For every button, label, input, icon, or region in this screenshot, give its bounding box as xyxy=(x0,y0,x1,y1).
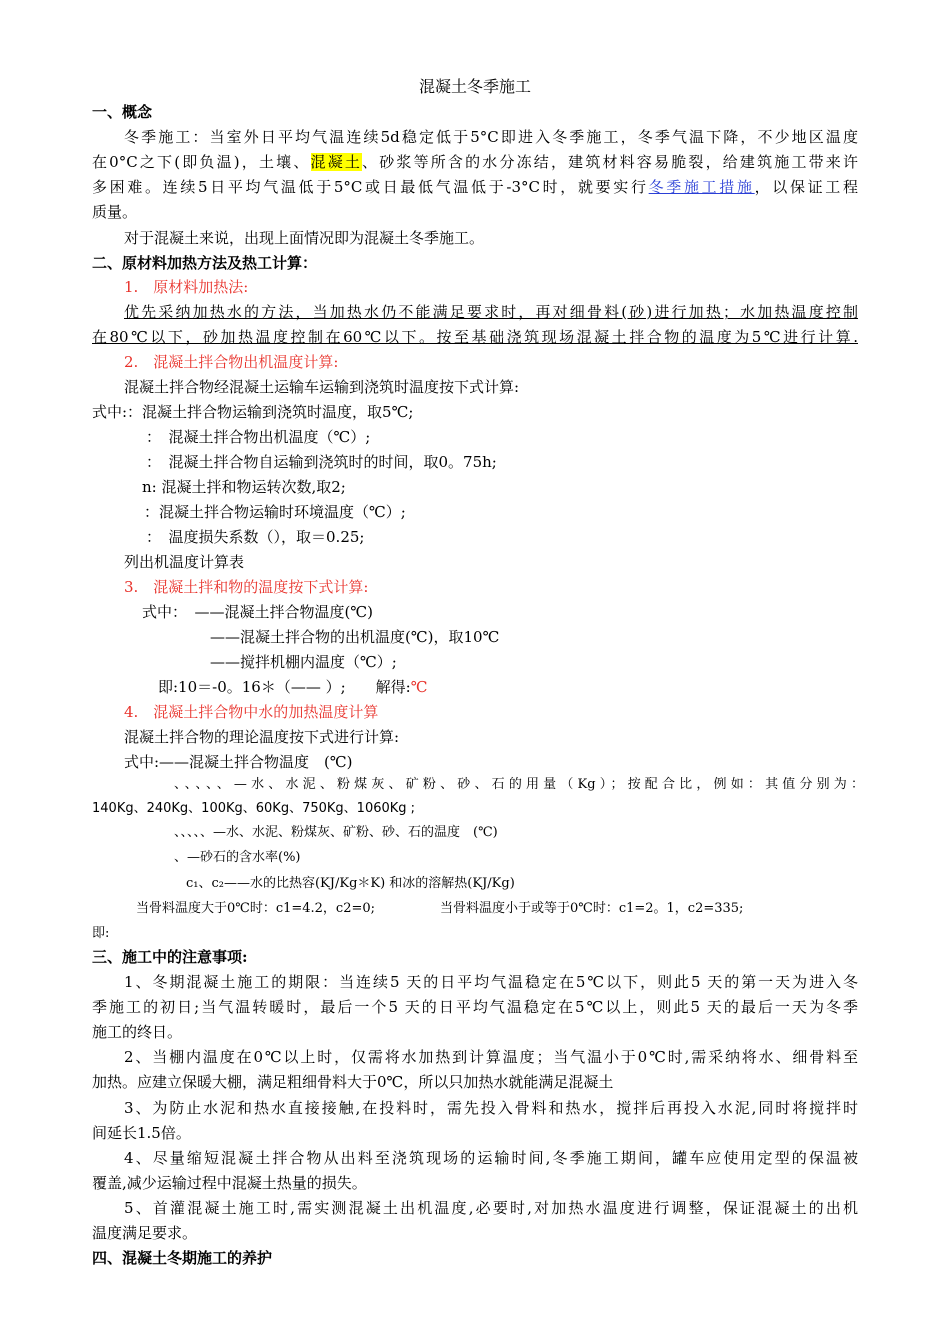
heating-paragraph-line: 在80℃以下，砂加热温度控制在60℃以下。按至基础浇筑现场混凝土拌合物的温度为5℃进行计算. xyxy=(92,328,858,346)
aggregate-temp-condition: 当骨料温度大于0℃时：c1=4.2，c2=0; xyxy=(136,901,376,916)
concept-paragraph: 对于混凝土来说，出现上面情况即为混凝土冬季施工。 xyxy=(124,229,485,247)
formula-where-line: ：混凝土拌合物运输时环境温度（℃）; xyxy=(144,503,406,521)
exit-temp-intro: 混凝土拌合物经混凝土运输车运输到浇筑时温度按下式计算: xyxy=(124,378,520,396)
text-run: 多困难。连续5日平均气温低于5°C或日最低气温低于-3°C时，就要实行 xyxy=(92,178,649,196)
concept-paragraph-line: 质量。 xyxy=(92,203,138,221)
formula-where-line: 、—砂石的含水率(%) xyxy=(174,850,301,865)
precaution-line: 覆盖,减少运输过程中混凝土热量的损失。 xyxy=(92,1174,367,1192)
formula-where-line: ： 混凝土拌合物自运输到浇筑时的时间，取0。75h; xyxy=(146,453,497,471)
precaution-line: 1、冬期混凝土施工的期限：当连续5 天的日平均气温稳定在5℃以下，则此5 天的第一天为进入冬 xyxy=(124,973,858,991)
formula-where-line: ： 温度损失系数（），取＝0.25; xyxy=(146,528,365,546)
subsection-title-water-heating: 4. 混凝土拌合物中水的加热温度计算 xyxy=(124,703,379,721)
section-heading-materials: 二、原材料加热方法及热工计算： xyxy=(92,254,318,272)
water-heating-intro: 混凝土拌合物的理论温度按下式进行计算: xyxy=(124,728,400,746)
formula-where-line: ： 混凝土拌合物出机温度（℃）; xyxy=(146,428,371,446)
formula-where-line: 式中:：混凝土拌合物运输到浇筑时温度，取5℃; xyxy=(92,403,414,421)
precaution-line: 4、尽量缩短混凝土拌合物从出料至浇筑现场的运输时间,冬季施工期间，罐车应使用定型的保温被 xyxy=(124,1149,858,1167)
formula-where-line: 式中： ——混凝土拌合物温度(℃) xyxy=(142,603,373,621)
concept-paragraph-line xyxy=(92,151,858,173)
section-heading-curing: 四、混凝土冬期施工的养护 xyxy=(92,1249,273,1267)
precaution-line: 温度满足要求。 xyxy=(92,1224,198,1242)
formula-where-line: 式中:——混凝土拌合物温度 (℃) xyxy=(124,753,353,771)
highlighted-term: 混凝土 xyxy=(310,153,363,171)
mix-temp-equation xyxy=(158,676,428,698)
formula-where-line: ——混凝土拌合物的出机温度(℃)，取10℃ xyxy=(210,628,500,646)
precaution-line: 季施工的初日;当气温转暖时，最后一个5 天的日平均气温稳定在5℃以上，则此5 天的最后一天为冬季 xyxy=(92,998,858,1016)
precaution-line: 2、当棚内温度在0℃以上时，仅需将水加热到计算温度；当气温小于0℃时,需采纳将水、细骨料至 xyxy=(124,1048,858,1066)
concept-paragraph-line xyxy=(92,176,858,198)
section-heading-precautions: 三、施工中的注意事项: xyxy=(92,948,248,966)
doc-title: 混凝土冬季施工 xyxy=(418,77,531,96)
formula-where-line: 、、、、、—水、水泥、粉煤灰、矿粉、砂、石的用量（Kg）；按配合比，例如：其值分别为： xyxy=(174,777,864,792)
subsection-title-heating: 1. 原材料加热法: xyxy=(124,278,249,296)
aggregate-temp-condition: 当骨料温度小于或等于0℃时：c1=2。1，c2=335; xyxy=(440,901,744,916)
formula-where-line: 即: xyxy=(92,926,110,941)
text-run: 在0°C之下(即负温)，土壤、 xyxy=(92,153,311,171)
formula-where-line: 、、、、、—水、水泥、粉煤灰、矿粉、砂、石的温度 (℃) xyxy=(174,825,498,840)
formula-where-line: 140Kg、240Kg、100Kg、60Kg、750Kg、1060Kg ; xyxy=(92,801,416,816)
precaution-line: 3、为防止水泥和热水直接接触,在投料时，需先投入骨料和热水，搅拌后再投入水泥,同时将搅拌时 xyxy=(124,1099,858,1117)
formula-where-line: ——搅拌机棚内温度（℃）; xyxy=(210,653,397,671)
precaution-line: 间延长1.5倍。 xyxy=(92,1124,191,1142)
subsection-title-exit-temp: 2. 混凝土拌合物出机温度计算: xyxy=(124,353,339,371)
precaution-line: 加热。应建立保暖大棚，满足粗细骨料大于0℃，所以只加热水就能满足混凝土 xyxy=(92,1073,614,1091)
precaution-line: 施工的终日。 xyxy=(92,1023,183,1041)
text-run: ，以保证工程 xyxy=(754,178,858,196)
heating-paragraph-line: 优先采纳加热水的方法，当加热水仍不能满足要求时，再对细骨料(砂)进行加热；水加热温度控制 xyxy=(124,303,858,321)
result-unit: ℃ xyxy=(410,678,428,696)
text-run: 、砂浆等所含的水分冻结，建筑材料容易脆裂，给建筑施工带来许 xyxy=(362,153,858,171)
winter-measures-link[interactable]: 冬季施工措施 xyxy=(648,178,755,196)
concept-paragraph-line: 冬季施工：当室外日平均气温连续5d稳定低于5°C即进入冬季施工，冬季气温下降，不少地区温度 xyxy=(124,128,858,146)
formula-where-line: c₁、c₂——水的比热容(KJ/Kg＊K) 和冰的溶解热(KJ/Kg) xyxy=(186,876,515,891)
formula-where-line: n: 混凝土拌和物运转次数,取2; xyxy=(142,478,346,496)
precaution-line: 5、首灌混凝土施工时,需实测混凝土出机温度,必要时,对加热水温度进行调整，保证混凝土的出机 xyxy=(124,1199,858,1217)
section-heading-concept: 一、概念 xyxy=(92,103,153,121)
calc-table-caption: 列出机温度计算表 xyxy=(124,553,245,571)
text-run: 即:10＝-0。16＊（—— ）; 解得: xyxy=(158,678,411,696)
subsection-title-mix-temp: 3. 混凝土拌和物的温度按下式计算: xyxy=(124,578,369,596)
